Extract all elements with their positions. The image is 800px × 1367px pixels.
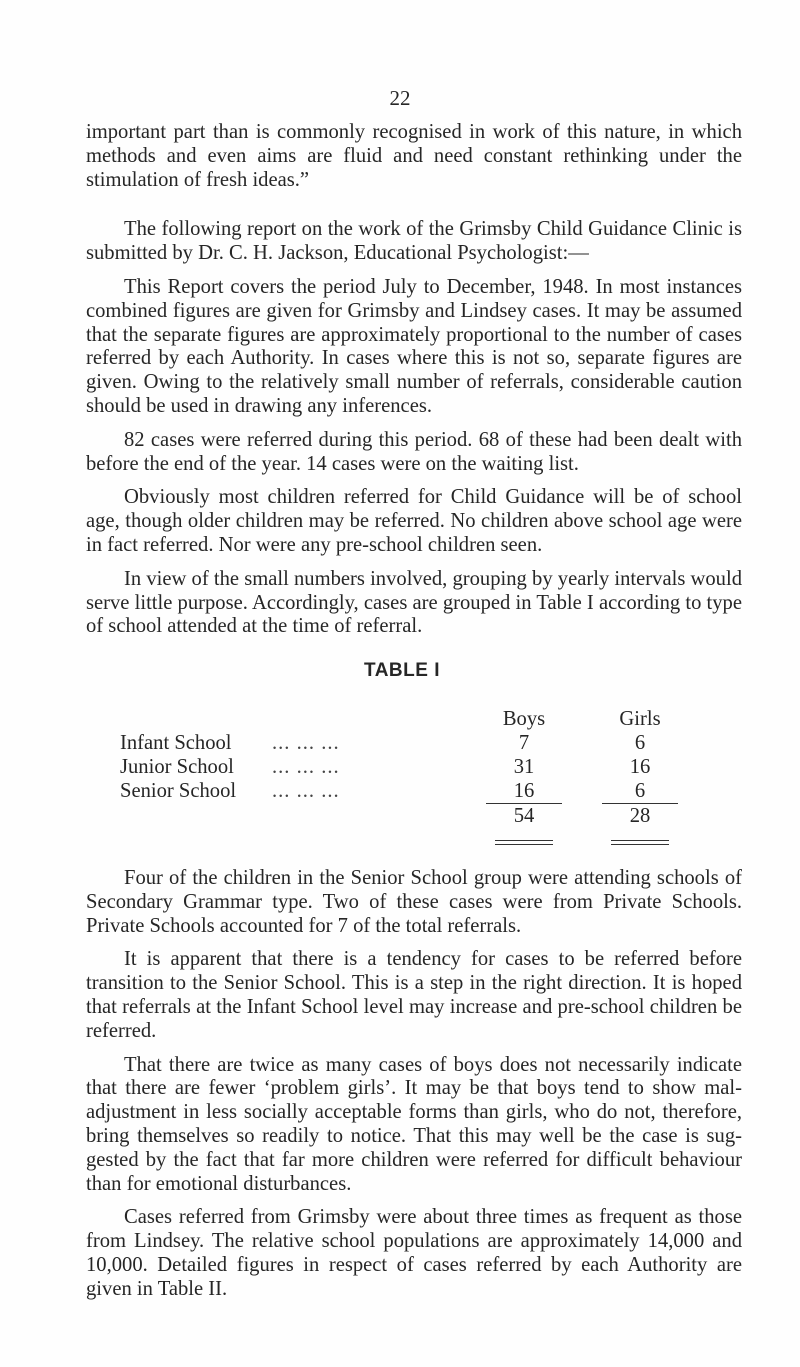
- table-row: [120, 779, 678, 804]
- header-boys: Boys: [502, 707, 546, 730]
- row-boys: 7: [518, 731, 530, 754]
- paragraph-case-counts: 82 cases were referred during this period. 68 of these had been dealt with before the end of the year. 14 cases were on the waiting list.: [86, 428, 742, 475]
- paragraph-report-intro: The following report on the work of the Grimsby Child Guidance Clinic is submitted by Dr. C. H. Jackson, Educational Psychologist:—: [86, 218, 742, 265]
- row-girls: 6: [634, 731, 646, 754]
- table-header-row: [120, 707, 678, 731]
- paragraph-transition: It is apparent that there is a tendency for cases to be referred before transition to the Senior School. This is a step in the right direction. It is hoped that referrals at the Infant School level may increase and pre-school children be referred.: [86, 948, 742, 1042]
- dot-leader: ... ... ...: [272, 780, 340, 803]
- page-number: 22: [389, 86, 411, 110]
- table-total-row: [120, 803, 678, 845]
- double-rule: [495, 840, 553, 845]
- paragraph-grimsby-lindsey: Cases referred from Grimsby were about three times as frequent as those from Lindsey. The relative school populations are approximately 14,000 and 10,000. Detailed figures in respect of cases referred by each Authority are given in Table II.: [86, 1206, 742, 1300]
- row-label: Junior School: [120, 755, 234, 778]
- paragraph-grouping: In view of the small numbers involved, grouping by yearly intervals would serve little purpose. Accordingly, cases are grouped in Table I according to type of school attended at the time of referral.: [86, 567, 742, 638]
- row-label: Infant School: [120, 731, 232, 754]
- row-girls: 16: [629, 755, 651, 778]
- dot-leader: ... ... ...: [272, 731, 340, 754]
- row-label: Senior School: [120, 780, 237, 803]
- double-rule: [611, 840, 669, 845]
- paragraph-senior-group: Four of the children in the Senior School group were attending schools of Secondary Grammar type. Two of these cases were from Private Schools. Private Schools accounted for 7 of the total referrals.: [86, 866, 742, 937]
- referrals-table: [120, 707, 678, 845]
- dot-leader: ... ... ...: [272, 755, 340, 778]
- page-body: [86, 121, 742, 1311]
- paragraph-continued: important part than is commonly recognised in work of this nature, in which methods and even aims are fluid and need constant rethinking under the stimulation of fresh ideas.”: [86, 121, 742, 191]
- table-title: TABLE I: [364, 660, 440, 682]
- paragraph-school-age: Obviously most children referred for Child Guidance will be of school age, though older children may be referred. No children above school age were in fact referred. Nor were any pre-school children seen.: [86, 486, 742, 556]
- total-girls-value: 28: [629, 804, 651, 827]
- paragraph-report-period: This Report covers the period July to December, 1948. In most instances combined figures are given for Grimsby and Lindsey cases. It may be assumed that the separate figures are approximately proportional to the number of cases referred by each Authority. In cases where this is not so, separate figures are given. Owing to the relatively small number of referrals, considerable caution should be used in drawing any inferences.: [86, 275, 742, 417]
- row-girls: 6: [634, 779, 646, 802]
- row-boys: 31: [513, 755, 535, 778]
- table-row: [120, 755, 678, 779]
- row-boys: 16: [513, 779, 535, 802]
- paragraph-boys-girls: That there are twice as many cases of boys does not necessarily indicate that there are fewer ‘problem girls’. It may be that boys tend to show mal-adjustment in less socially acceptable forms than girls, who do not, therefore, bring themselves so readily to notice. That this may well be the case is sug-gested by the fact that far more children were referred for difficult behaviour than for emotional disturbances.: [86, 1053, 742, 1195]
- total-girls: [602, 803, 678, 845]
- total-boys-value: 54: [513, 804, 535, 827]
- total-boys: [486, 803, 562, 845]
- table-row: [120, 731, 678, 755]
- header-girls: Girls: [619, 707, 661, 730]
